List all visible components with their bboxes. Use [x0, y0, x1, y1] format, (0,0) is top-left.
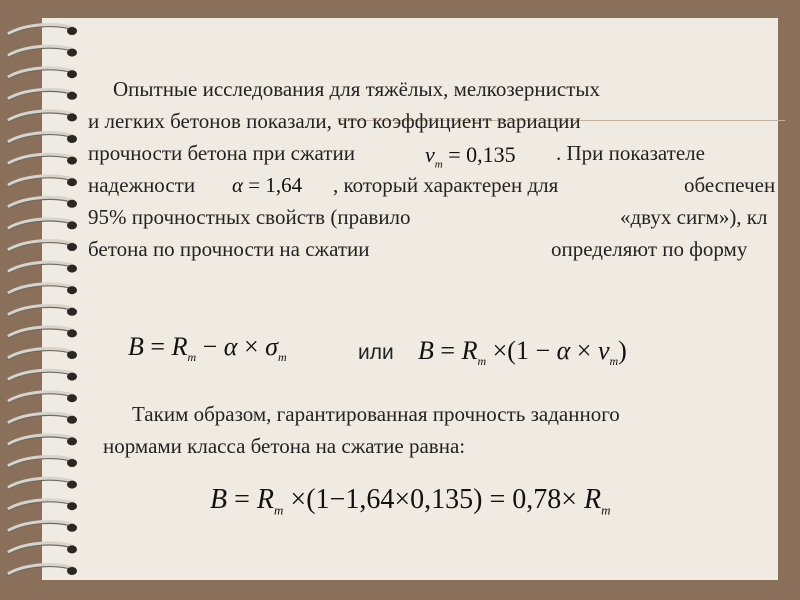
binding-hole — [67, 49, 77, 57]
binding-hole — [67, 524, 77, 532]
coil-ring — [8, 435, 74, 444]
binding-hole — [67, 416, 77, 424]
coil-ring — [8, 565, 74, 574]
binding-hole — [67, 200, 77, 208]
binding-hole — [67, 221, 77, 229]
binding-hole — [67, 265, 77, 273]
formula-b-nu: $B = R_m \times(1 - \alpha \times \nu_m)$ — [418, 336, 627, 369]
coil-ring — [8, 521, 74, 530]
coil-ring — [8, 176, 74, 185]
binding-hole — [67, 329, 77, 337]
binding-hole — [67, 373, 77, 381]
binding-hole — [67, 567, 77, 575]
formula-result: $B = R_m \times(1-1,64\times 0,135) = 0,78\times R_m$ — [210, 484, 611, 518]
binding-hole — [67, 308, 77, 316]
coil-ring — [8, 154, 74, 163]
or-label: или — [358, 341, 394, 364]
coil-ring — [8, 89, 74, 98]
paragraph-line: Опытные исследования для тяжёлых, мелкозернистых — [113, 77, 601, 101]
formula-alpha: α = 1,64 — [232, 173, 303, 197]
coil-ring — [8, 284, 74, 293]
binding-hole — [67, 351, 77, 359]
coil-ring — [8, 413, 74, 422]
coil-ring — [8, 349, 74, 358]
paragraph-line: 95% прочностных свойств (правило — [88, 205, 411, 229]
coil-ring — [8, 370, 74, 379]
spiral-binding — [0, 0, 85, 600]
paragraph-line: определяют по форму — [551, 237, 748, 261]
formula-b-sigma: $B = R_m - \alpha \times \sigma_m$ — [128, 332, 287, 365]
coil-ring — [8, 25, 74, 34]
coil-ring — [8, 241, 74, 250]
coil-ring — [8, 262, 74, 271]
formula-nu-m: $\nu_m = 0,135$ — [425, 142, 516, 171]
alpha-value: 1,64 — [265, 173, 303, 197]
binding-hole — [67, 481, 77, 489]
paragraph-line: прочности бетона при сжатии — [88, 141, 355, 165]
coil-ring — [8, 68, 74, 77]
paragraph-line: и легких бетонов показали, что коэффициент вариации — [88, 109, 581, 133]
binding-hole — [67, 178, 77, 186]
coil-ring — [8, 392, 74, 401]
coil-ring — [8, 327, 74, 336]
binding-hole — [67, 27, 77, 35]
coil-ring — [8, 305, 74, 314]
binding-hole — [67, 286, 77, 294]
binding-hole — [67, 394, 77, 402]
binding-hole — [67, 157, 77, 165]
coil-ring — [8, 46, 74, 55]
coil-ring — [8, 219, 74, 228]
coil-ring — [8, 478, 74, 487]
paragraph-line: бетона по прочности на сжатии — [88, 237, 370, 261]
binding-hole — [67, 135, 77, 143]
coil-ring — [8, 543, 74, 552]
paragraph-line: нормами класса бетона на сжатие равна: — [103, 434, 466, 458]
binding-hole — [67, 113, 77, 121]
binding-hole — [67, 459, 77, 467]
binding-hole — [67, 70, 77, 78]
coil-ring — [8, 500, 74, 509]
paragraph-line: , который характерен для — [333, 173, 559, 197]
coil-ring — [8, 457, 74, 466]
coil-ring — [8, 133, 74, 142]
binding-hole — [67, 502, 77, 510]
nu-value: 0,135 — [466, 142, 516, 167]
paragraph-line: «двух сигм»), кл — [620, 205, 768, 229]
binding-hole — [67, 545, 77, 553]
paragraph-line: Таким образом, гарантированная прочность заданного — [132, 402, 620, 426]
binding-hole — [67, 243, 77, 251]
coil-ring — [8, 111, 74, 120]
result-expression: 1−1,64×0,135 — [315, 484, 474, 515]
paragraph-line: надежности — [88, 173, 196, 197]
paragraph-line: обеспечен — [684, 173, 776, 197]
result-coefficient: 0,78 — [512, 484, 562, 515]
binding-hole — [67, 92, 77, 100]
paragraph-line: . При показателе — [556, 141, 705, 165]
coil-ring — [8, 197, 74, 206]
binding-hole — [67, 437, 77, 445]
